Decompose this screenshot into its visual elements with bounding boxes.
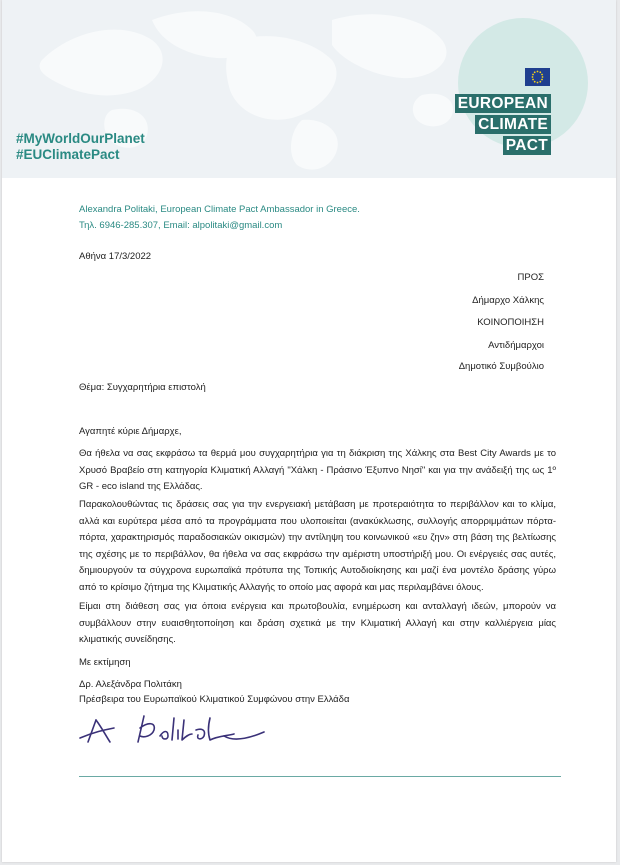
- recipient-to: ΠΡΟΣ: [517, 272, 544, 283]
- sender-line-2: Τηλ. 6946-285.307, Email: alpolitaki@gmail.com: [79, 220, 283, 231]
- paragraph-2: Παρακολουθώντας τις δράσεις σας για την ενεργειακή μετάβαση με προτεραιότητα το περιβάλλον και το κλίμα, αλλά και ευρύτερα μέσα από τα προγράμματα που υλοποιείται (ανακύκλωσης, συλλογής απορριμμάτων πόρτα-πόρτα, χαρακτηρισμός παραδοσιακών οικισμών) την αντίληψη του κοινωνικού «ευ ζην» στη βάση της βελτίωσης της σχέσης με το περιβάλλον, θα ήθελα να σας εκφράσω την αμέριστη υποστήριξή μου. Οι ενέργειές σας αυτές, δημιουργούν τα σύγχρονα ευρωπαϊκά πρότυπα της Τοπικής Αυτοδιοίκησης και μαζί ένα μοντέλο δράσης γύρω από το κρίσιμο ζήτημα της Κλιματικής Αλλαγής το οποίο μας αφορά και μας περιλαμβάνει όλους.: [79, 499, 556, 593]
- eu-flag-icon: [525, 68, 550, 86]
- hashtag-myworldourplanet: #MyWorldOurPlanet: [16, 131, 145, 146]
- logo-word-climate: CLIMATE: [475, 115, 551, 134]
- recipient-deputy-mayors: Αντιδήμαρχοι: [488, 340, 544, 351]
- recipient-mayor: Δήμαρχο Χάλκης: [472, 295, 544, 306]
- signatory-name: Δρ. Αλεξάνδρα Πολιτάκη: [79, 679, 182, 690]
- footer-divider: [79, 776, 561, 777]
- recipient-council: Δημοτικό Συμβούλιο: [458, 361, 544, 372]
- letter-page: [2, 0, 616, 862]
- recipient-cc: ΚΟΙΝΟΠΟΙΗΣΗ: [477, 317, 544, 328]
- hashtag-euclimatepact: #EUClimatePact: [16, 147, 120, 162]
- hashtags: [16, 131, 145, 163]
- letter-date: Αθήνα 17/3/2022: [79, 251, 152, 262]
- logo-word-european: EUROPEAN: [455, 94, 551, 113]
- european-climate-pact-logo: [455, 94, 551, 157]
- paragraph-1: Θα ήθελα να σας εκφράσω τα θερμά μου συγχαρητήρια για τη διάκριση της Χάλκης στα Best City Awards με το Χρυσό Βραβείο στη κατηγορία Κλιματική Αλλαγή "Χάλκη - Πράσινο Έξυπνο Νησί" και για την ανάδειξή της ως 1º GR - eco island της Ελλάδας.: [79, 448, 556, 492]
- paragraph-3: Είμαι στη διάθεση σας για όποια ενέργεια και πρωτοβουλία, ενημέρωση και ανταλλαγή ιδεών, μπορούν να συμβάλλουν στην ευαισθητοποίηση και δράση σχετικά με την Κλιματική Αλλαγή και στην καλλιέργεια μίας κλιματικής συνείδησης.: [79, 601, 556, 645]
- logo-word-pact: PACT: [503, 136, 551, 155]
- letter-subject: Θέμα: Συγχαρητήρια επιστολή: [79, 382, 206, 393]
- signatory-title: Πρέσβειρα του Ευρωπαϊκού Κλιματικού Συμφώνου στην Ελλάδα: [79, 694, 350, 705]
- salutation: Αγαπητέ κύριε Δήμαρχε,: [79, 426, 182, 437]
- sender-line-1: Alexandra Politaki, European Climate Pact Ambassador in Greece.: [79, 204, 360, 215]
- closing: Με εκτίμηση: [79, 657, 131, 668]
- handwritten-signature: [74, 708, 274, 748]
- letterhead: [2, 0, 616, 178]
